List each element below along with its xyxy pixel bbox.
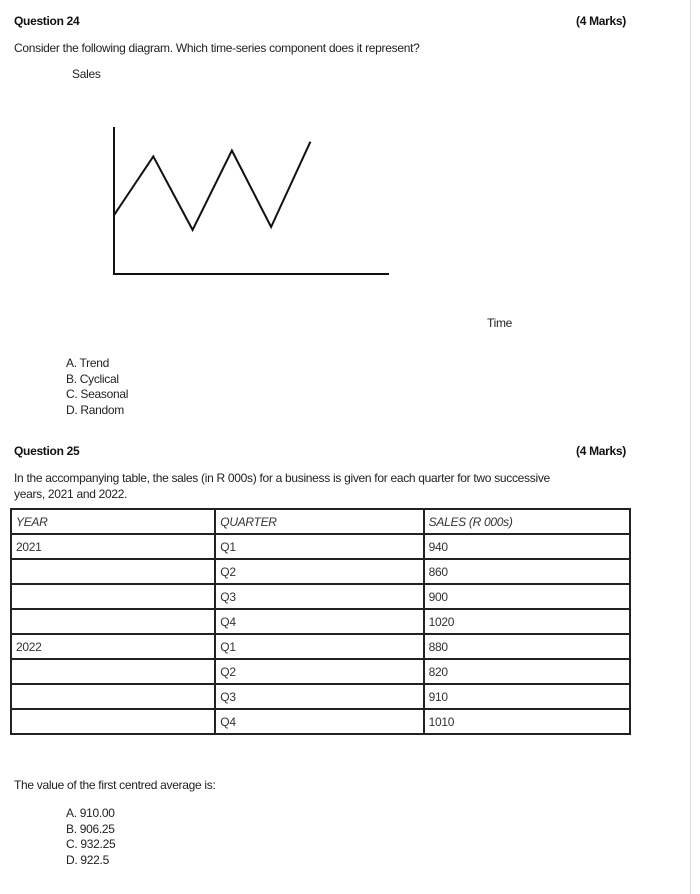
cell-sales: 900	[424, 584, 630, 609]
question-24-title: Question 24	[14, 14, 80, 28]
cell-year: 2022	[11, 634, 215, 659]
cell-quarter: Q1	[215, 534, 423, 559]
cell-sales: 820	[424, 659, 630, 684]
question-24-marks: (4 Marks)	[576, 14, 626, 28]
q25-option-b[interactable]: B. 906.25	[66, 821, 115, 836]
cell-quarter: Q1	[215, 634, 423, 659]
cell-quarter: Q4	[215, 709, 423, 734]
table-row	[11, 634, 630, 659]
table-row	[11, 534, 630, 559]
question-25-options	[66, 806, 115, 868]
sales-table	[10, 508, 631, 735]
cell-quarter: Q4	[215, 609, 423, 634]
table-row	[11, 609, 630, 634]
q24-option-a[interactable]: A. Trend	[66, 356, 109, 370]
table-row	[11, 584, 630, 609]
question-24-prompt: Consider the following diagram. Which time-series component does it represent?	[14, 41, 420, 55]
q25-option-c[interactable]: C. 932.25	[66, 837, 116, 851]
time-series-chart	[100, 115, 400, 280]
cell-quarter: Q2	[215, 659, 423, 684]
cell-year: 2021	[11, 534, 215, 559]
header-quarter: QUARTER	[215, 509, 423, 534]
question-25-title: Question 25	[14, 444, 80, 458]
cell-quarter: Q3	[215, 584, 423, 609]
table-row	[11, 684, 630, 709]
cell-year	[11, 609, 215, 634]
cell-year	[11, 684, 215, 709]
cell-year	[11, 584, 215, 609]
cell-sales: 860	[424, 559, 630, 584]
question-25-question: The value of the first centred average is:	[14, 778, 216, 792]
question-25-marks: (4 Marks)	[576, 444, 626, 458]
header-sales: SALES (R 000s)	[424, 509, 630, 534]
cell-year	[11, 709, 215, 734]
table-header-row	[11, 509, 630, 534]
cell-quarter: Q3	[215, 684, 423, 709]
q24-option-c[interactable]: C. Seasonal	[66, 387, 129, 401]
chart-y-label: Sales	[72, 67, 101, 81]
table-row	[11, 559, 630, 584]
header-year: YEAR	[11, 509, 215, 534]
chart-series-line	[114, 142, 310, 230]
chart-x-label: Time	[487, 316, 513, 330]
cell-sales: 880	[424, 634, 630, 659]
cell-sales: 1010	[424, 709, 630, 734]
cell-quarter: Q2	[215, 559, 423, 584]
q24-option-b[interactable]: B. Cyclical	[66, 371, 119, 386]
question-25-prompt-line-2: years, 2021 and 2022.	[14, 487, 128, 501]
cell-year	[11, 559, 215, 584]
q25-option-a[interactable]: A. 910.00	[66, 806, 115, 820]
table-row	[11, 659, 630, 684]
table-row	[11, 709, 630, 734]
cell-sales: 1020	[424, 609, 630, 634]
cell-year	[11, 659, 215, 684]
q24-option-d[interactable]: D. Random	[66, 402, 124, 417]
q25-option-d[interactable]: D. 922.5	[66, 852, 109, 867]
cell-sales: 910	[424, 684, 630, 709]
question-25-prompt-line-1: In the accompanying table, the sales (in R 000s) for a business is given for each quarter for two successive	[14, 471, 550, 485]
page-right-border	[690, 0, 691, 894]
cell-sales: 940	[424, 534, 630, 559]
question-24-options	[66, 356, 128, 418]
